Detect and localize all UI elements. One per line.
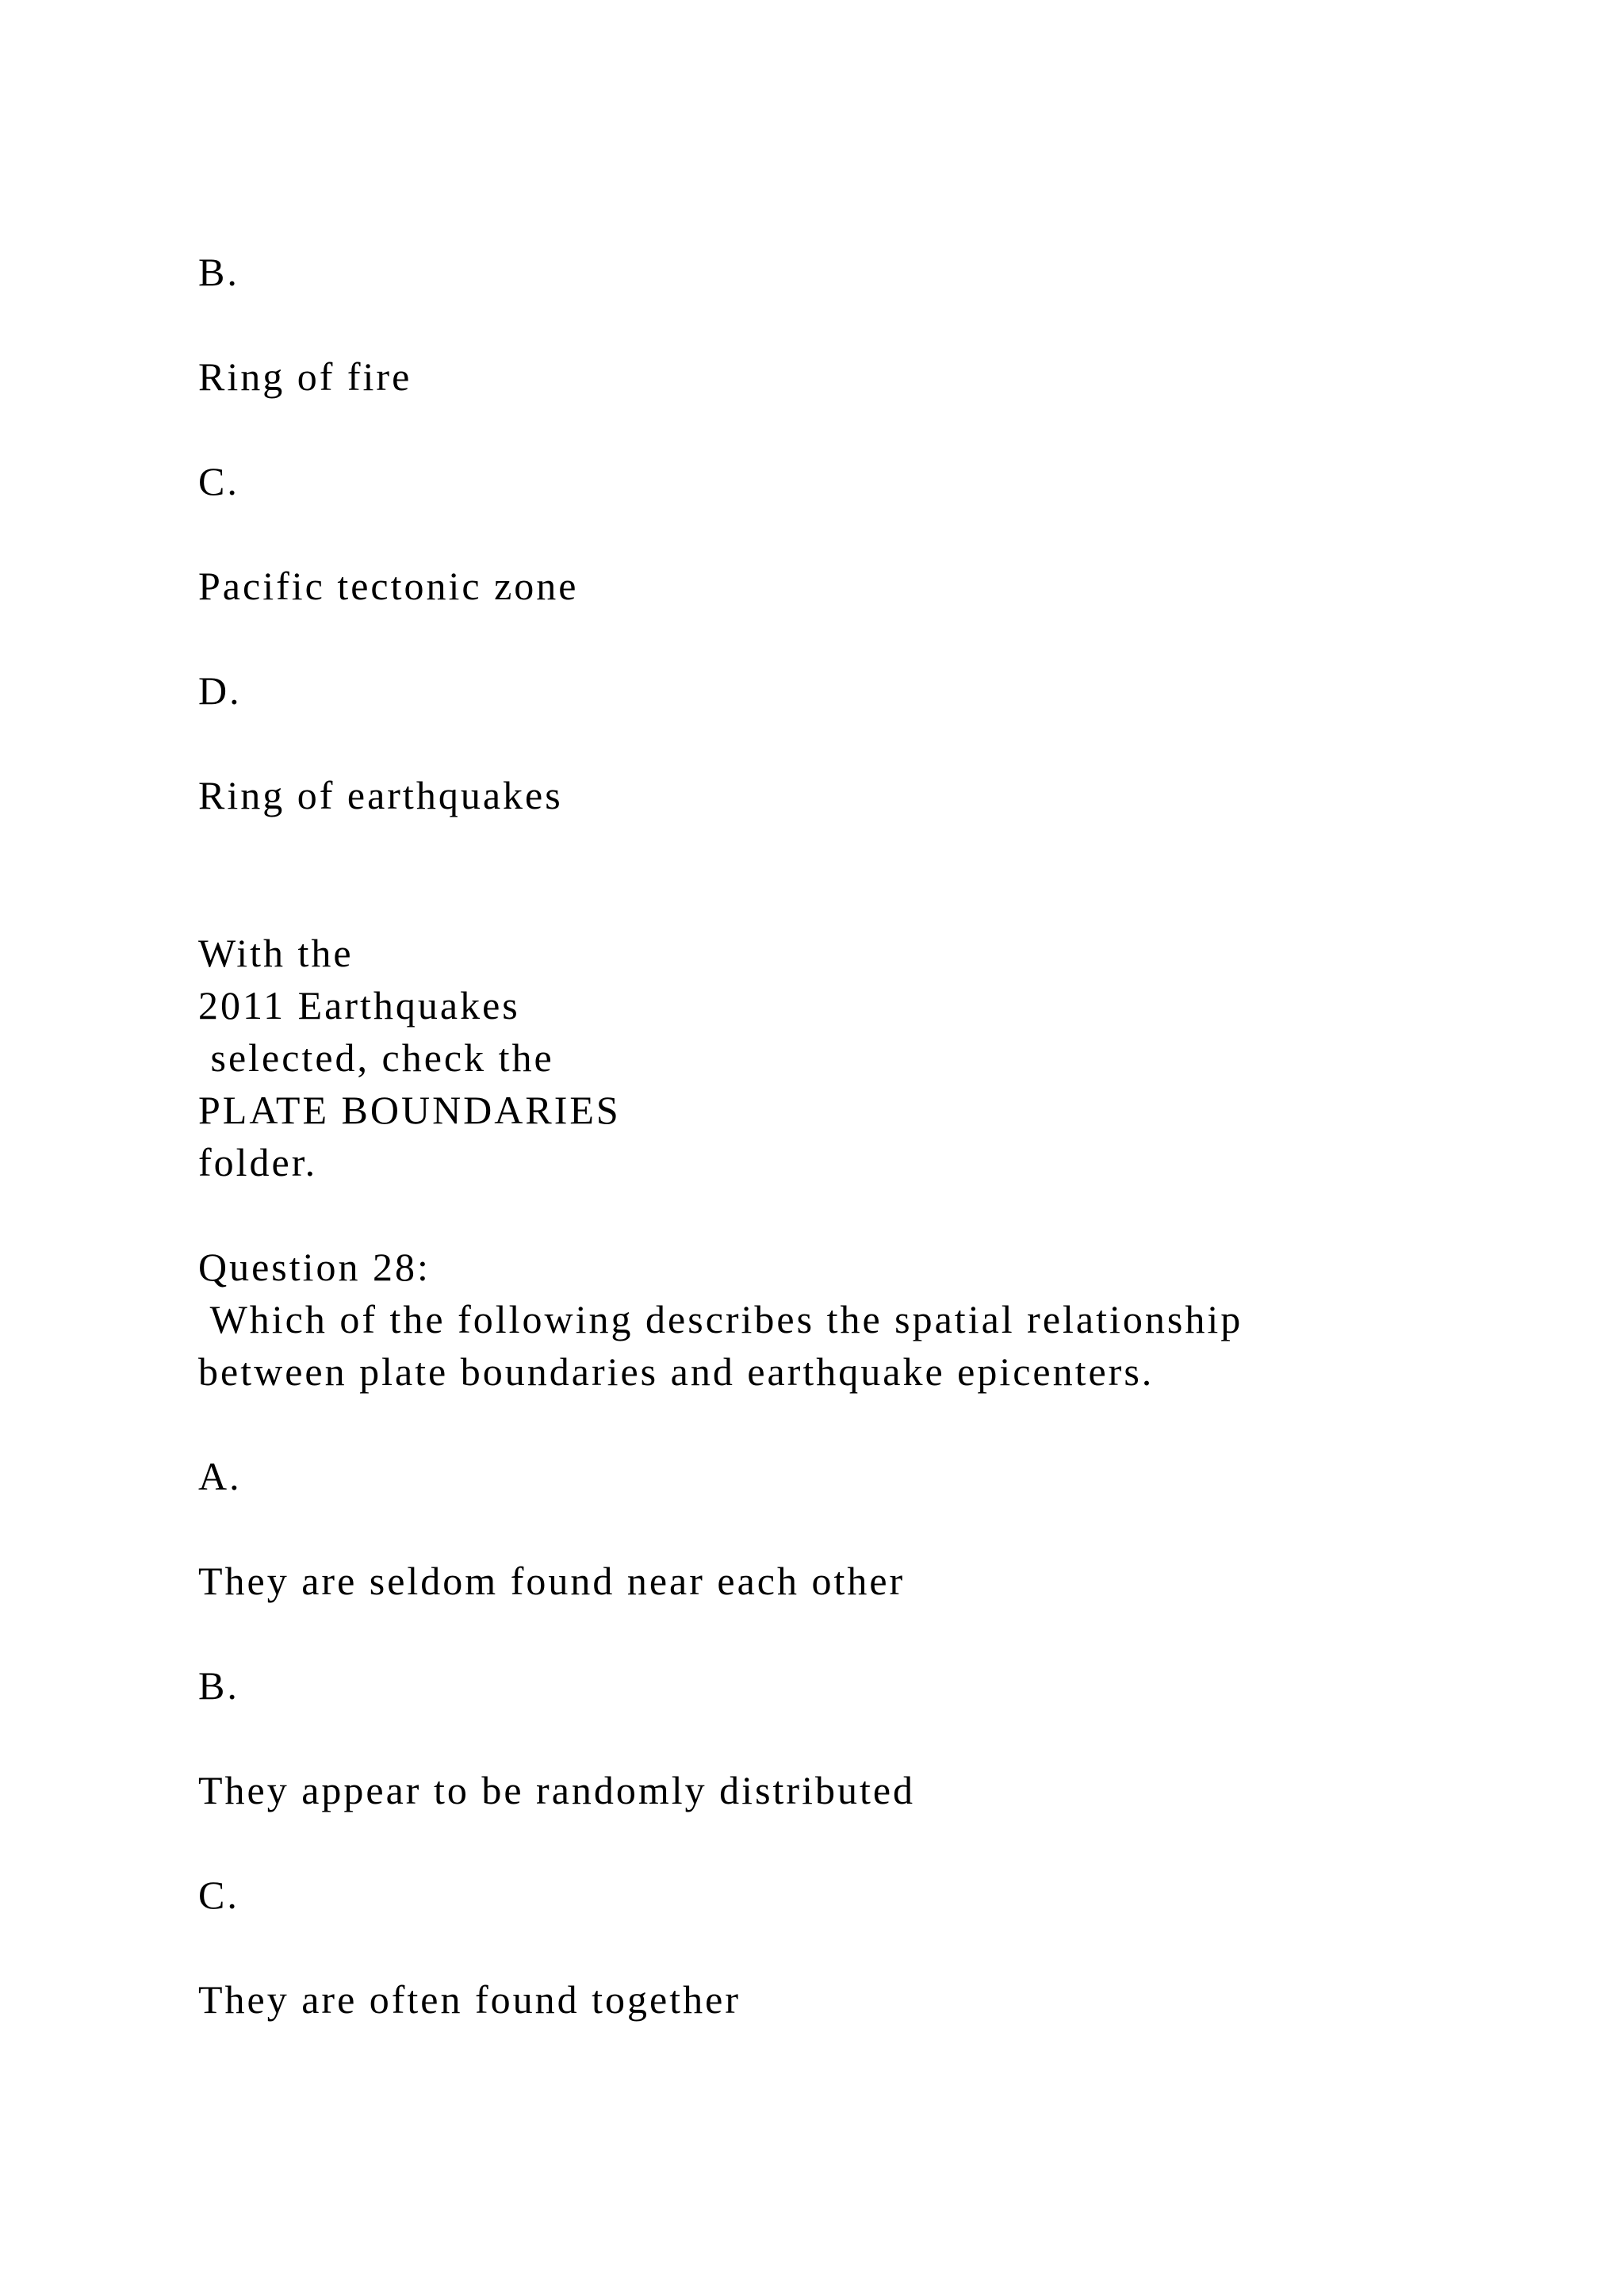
prev-option-c-text: Pacific tectonic zone <box>198 564 579 608</box>
instruction-line-5: folder. <box>198 1140 318 1184</box>
q28-option-b-text: They appear to be randomly distributed <box>198 1768 916 1812</box>
question-28-prompt-line-1: Which of the following describes the spatial relationship <box>198 1297 1243 1341</box>
prev-option-b-text: Ring of fire <box>198 354 412 399</box>
q28-option-c-text: They are often found together <box>198 1977 741 2022</box>
q28-option-a-letter: A. <box>198 1454 242 1498</box>
question-28-heading: Question 28: <box>198 1245 431 1289</box>
prev-option-c-letter: C. <box>198 459 239 503</box>
prev-option-d-text: Ring of earthquakes <box>198 773 563 817</box>
q28-option-c-letter: C. <box>198 1873 239 1917</box>
prev-option-b-letter: B. <box>198 250 239 294</box>
question-28-prompt-line-2: between plate boundaries and earthquake epicenters. <box>198 1349 1155 1394</box>
instruction-line-4: PLATE BOUNDARIES <box>198 1088 621 1132</box>
q28-option-b-letter: B. <box>198 1663 239 1708</box>
instruction-line-2: 2011 Earthquakes <box>198 983 520 1027</box>
q28-option-a-text: They are seldom found near each other <box>198 1559 906 1603</box>
instruction-line-3: selected, check the <box>198 1035 554 1080</box>
prev-option-d-letter: D. <box>198 668 242 713</box>
instruction-line-1: With the <box>198 931 354 975</box>
